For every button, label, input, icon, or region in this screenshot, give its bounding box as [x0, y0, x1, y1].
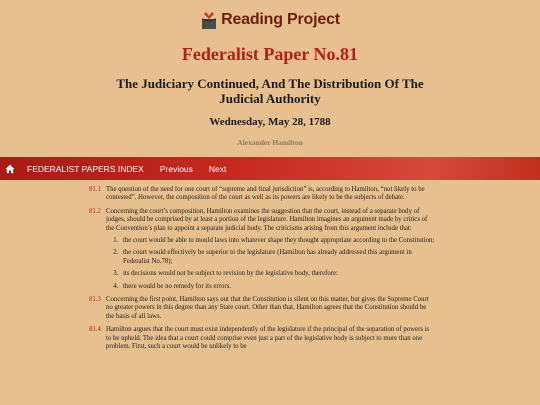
- paper-content: [0, 186, 540, 405]
- paragraph: [0, 208, 540, 291]
- paragraph-text: Hamilton argues that the court must exist independently of the legislature if the principal of the separation of powers is to be upheld. The idea that a court could comprise even just a part of the legislative body is subject to more than one problem. First, such a court would be unlikely to be: [106, 326, 430, 351]
- list-item: 3. its decisions would not be subject to revision by the legislative body, therefore:: [120, 270, 435, 278]
- site-logo[interactable]: [0, 8, 540, 32]
- paragraph-number: 81.4: [89, 326, 101, 334]
- paragraph-number: 81.3: [89, 296, 101, 304]
- nav-next-link[interactable]: Next: [208, 163, 227, 174]
- list-item: 2. the court would effectively be superior to the legislature (Hamilton has already addressed this argument in Federalist No.78);: [120, 249, 435, 266]
- home-icon-graphic: [5, 164, 15, 174]
- page-title: Federalist Paper No.81: [181, 44, 359, 64]
- home-icon[interactable]: [5, 162, 19, 176]
- paragraph-number: 81.2: [89, 207, 101, 215]
- publication-date: Wednesday, May 28, 1788: [209, 116, 331, 128]
- logo-text: Reading Project: [221, 11, 340, 28]
- author-name: Alexander Hamilton: [237, 138, 303, 147]
- list-item: 1. the court would be able to mould laws into whatever shape they thought appropriate according to the Constitution;: [120, 237, 435, 245]
- reading-project-logo-icon: [200, 10, 218, 30]
- page-subtitle: The Judiciary Continued, And The Distribution Of The Judicial Authority: [116, 76, 424, 106]
- paragraph: [0, 186, 540, 203]
- nav-index-link[interactable]: FEDERALIST PAPERS INDEX: [27, 163, 144, 174]
- paragraph-text: Concerning the court’s composition, Hamilton examines the suggestion that the court, instead of a separate body of judges, should be comprised by at least a portion of the legislature. Hamilton imagines an argument made by critics of the Convention’s plan to appoint a separate judicial body. The criticisms arising from this argument include that:: [106, 207, 428, 232]
- paragraph-text: Concerning the first point, Hamilton says out that the Constitution is silent on this matter, but gives the Supreme Court no greater powers in this degree than any State court. Other than that, Hamilton agrees that the Constitution should be the basis of all laws.: [106, 296, 429, 320]
- criticism-list: [106, 237, 435, 291]
- paragraph: [0, 296, 540, 321]
- list-item: 4. there would be no remedy for its errors.: [120, 283, 435, 291]
- paragraph-number: 81.1: [89, 186, 101, 193]
- paragraph-text: The question of the need for one court of “supreme and final jurisdiction” is, according to Hamilton, “not likely to be contested”. However, the composition of the court as well as its powers are likely to be the subjects of debate.: [106, 186, 425, 202]
- paragraph: [0, 326, 540, 351]
- nav-previous-link[interactable]: Previous: [159, 163, 193, 174]
- navigation-bar: [0, 157, 540, 180]
